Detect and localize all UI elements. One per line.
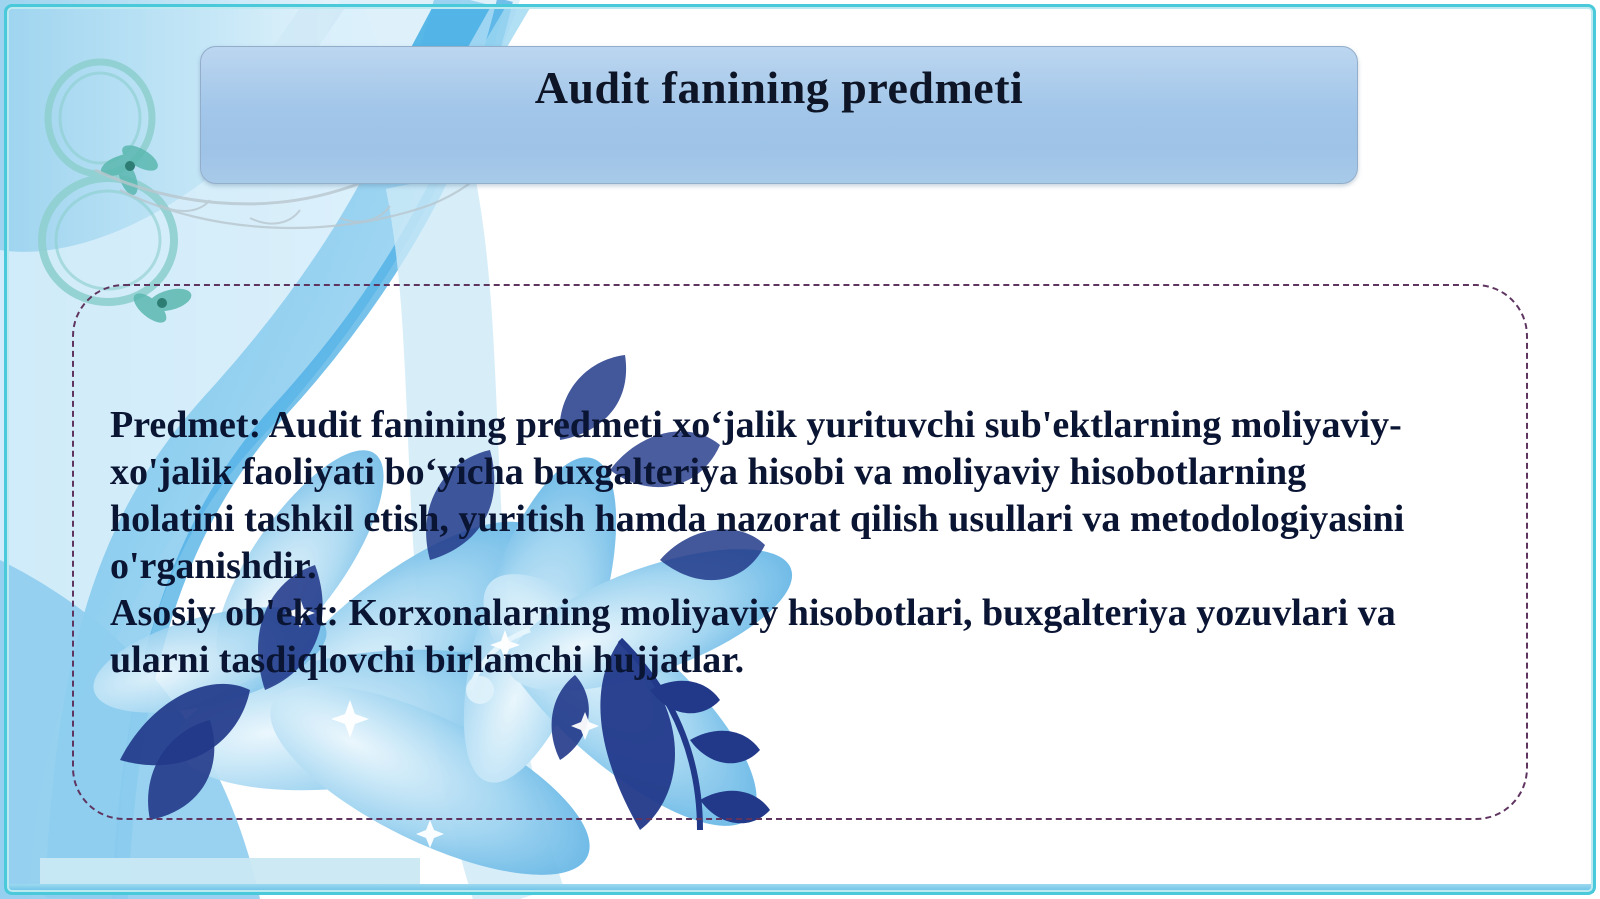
body-line-3: holatini tashkil etish, yuritish hamda nazorat qilish usullari va metodologiyasini	[110, 498, 1405, 540]
title-box	[200, 46, 1358, 184]
bottom-bar	[6, 858, 1594, 893]
body-line-2: xo'jalik faoliyati boʻyicha buxgalteriya hisobi va moliyaviy hisobotlarning	[110, 451, 1307, 493]
body-text	[110, 402, 1510, 684]
body-line-4: o'rganishdir.	[110, 545, 317, 587]
page-title: Audit fanining predmeti	[534, 62, 1024, 113]
body-line-1: Predmet: Audit fanining predmeti xoʻjalik yurituvchi sub'ektlarning moliyaviy-	[110, 404, 1402, 446]
body-line-5: Asosiy ob'ekt: Korxonalarning moliyaviy hisobotlari, buxgalteriya yozuvlari va	[110, 592, 1396, 634]
body-line-6: ularni tasdiqlovchi birlamchi hujjatlar.	[110, 639, 745, 681]
